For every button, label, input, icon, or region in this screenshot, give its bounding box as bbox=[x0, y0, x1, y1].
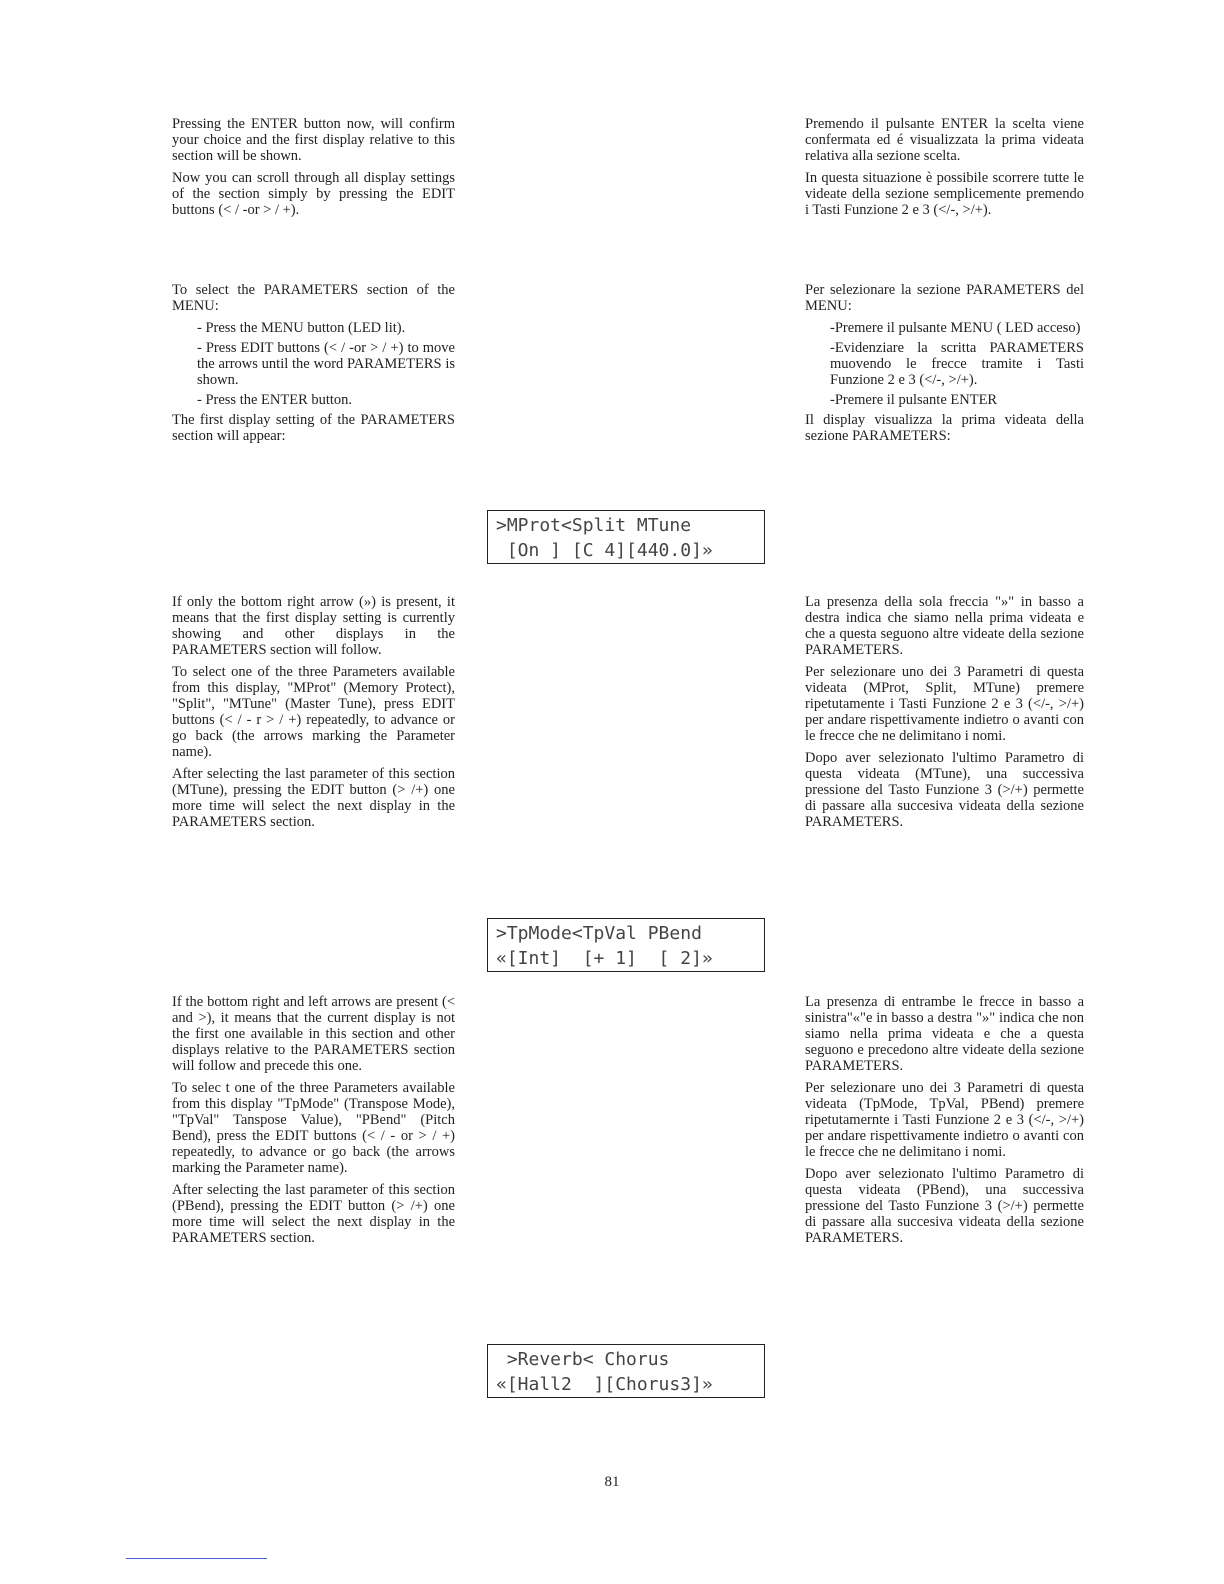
paragraph: In questa situazione è possibile scorrere tutte le videate della sezione semplicemente premendo i Tasti Funzione 2 e 3 (</-, >/+). bbox=[805, 170, 1084, 218]
right-first-display-notes bbox=[805, 594, 1084, 836]
lcd-line-2: «[Hall2 ][Chorus3]» bbox=[496, 1374, 713, 1395]
lcd-display-reverb bbox=[487, 1344, 765, 1398]
paragraph: Now you can scroll through all display settings of the section simply by pressing the EDIT buttons (< / -or > / +). bbox=[172, 170, 455, 218]
step: - Press EDIT buttons (< / -or > / +) to move the arrows until the word PARAMETERS is shown. bbox=[197, 340, 455, 388]
paragraph: La presenza di entrambe le frecce in basso a sinistra"«"e in basso a destra "»" indica che non siamo nella prima videata e che a questa seguono e precedono altre videate della sezione PARAMETERS. bbox=[805, 994, 1084, 1074]
left-middle-display-notes bbox=[172, 994, 455, 1252]
footer-rule bbox=[126, 1558, 267, 1559]
left-first-display-notes bbox=[172, 594, 455, 836]
paragraph: If only the bottom right arrow (») is present, it means that the first display setting is currently showing and other displays in the PARAMETERS section will follow. bbox=[172, 594, 455, 658]
step: -Premere il pulsante ENTER bbox=[830, 392, 998, 408]
left-intro bbox=[172, 116, 455, 224]
paragraph: Pressing the ENTER button now, will confirm your choice and the first display relative to this section will be shown. bbox=[172, 116, 455, 164]
step: -Evidenziare la scritta PARAMETERS muovendo le frecce tramite i Tasti Funzione 2 e 3 (</-, >/+). bbox=[830, 340, 1084, 388]
left-select-parameters bbox=[172, 282, 455, 450]
lcd-line-1: >Reverb< Chorus bbox=[496, 1349, 670, 1370]
step: - Press the MENU button (LED lit). bbox=[197, 320, 406, 336]
paragraph: After selecting the last parameter of this section (MTune), pressing the EDIT button (> /+) one more time will select the next display in the PARAMETERS section. bbox=[172, 766, 455, 830]
paragraph: After selecting the last parameter of this section (PBend), pressing the EDIT button (> /+) one more time will select the next display in the PARAMETERS section. bbox=[172, 1182, 455, 1246]
paragraph: Per selezionare uno dei 3 Parametri di questa videata (MProt, Split, MTune) premere ripetutamente i Tasti Funzione 2 e 3 (</-, >/+) per andare rispettivamente indietro o avanti con le frecce che ne delimitano i nomi. bbox=[805, 664, 1084, 744]
paragraph: Dopo aver selezionato l'ultimo Parametro di questa videata (MTune), una successiva pressione del Tasto Funzione 3 (>/+) permette di passare alla succesiva videata della sezione PARAMETERS. bbox=[805, 750, 1084, 830]
step: - Press the ENTER button. bbox=[197, 392, 353, 408]
page-number: 81 bbox=[604, 1474, 620, 1490]
paragraph: Per selezionare la sezione PARAMETERS del MENU: bbox=[805, 282, 1084, 314]
lcd-display-tpmode bbox=[487, 918, 765, 972]
paragraph: If the bottom right and left arrows are present (< and >), it means that the current display is not the first one available in this section and other displays relative to the PARAMETERS section will follow and precede this one. bbox=[172, 994, 455, 1074]
paragraph: To select the PARAMETERS section of the MENU: bbox=[172, 282, 455, 314]
right-intro bbox=[805, 116, 1084, 224]
lcd-line-2: [On ] [C 4][440.0]» bbox=[496, 540, 713, 561]
paragraph: Premendo il pulsante ENTER la scelta viene confermata ed é visualizzata la prima videata relativa alla sezione scelta. bbox=[805, 116, 1084, 164]
paragraph: Il display visualizza la prima videata della sezione PARAMETERS: bbox=[805, 412, 1084, 444]
lcd-display-mprot bbox=[487, 510, 765, 564]
step: -Premere il pulsante MENU ( LED acceso) bbox=[830, 320, 1081, 336]
paragraph: To selec t one of the three Parameters available from this display "TpMode" (Transpose Mode), "TpVal" Tanspose Value), "PBend" (Pitch Bend), press the EDIT buttons (< / - or > / +) repeatedly, to advance or go back (the arrows marking the Parameter name). bbox=[172, 1080, 455, 1176]
paragraph: Per selezionare uno dei 3 Parametri di questa videata (TpMode, TpVal, PBend) premere ripetutamernte i Tasti Funzione 2 e 3 (</-, >/+) per andare rispettivamente indietro o avanti con le frecce che ne delimitano i nomi. bbox=[805, 1080, 1084, 1160]
paragraph: The first display setting of the PARAMETERS section will appear: bbox=[172, 412, 455, 444]
right-middle-display-notes bbox=[805, 994, 1084, 1252]
lcd-line-1: >TpMode<TpVal PBend bbox=[496, 923, 702, 944]
paragraph: La presenza della sola freccia "»" in basso a destra indica che siamo nella prima videata e che a questa seguono altre videate della sezione PARAMETERS. bbox=[805, 594, 1084, 658]
paragraph: To select one of the three Parameters available from this display, "MProt" (Memory Protect), "Split", "MTune" (Master Tune), press EDIT buttons (< / - r > / +) repeatedly, to advance or go back (the arrows marking the Parameter name). bbox=[172, 664, 455, 760]
lcd-line-2: «[Int] [+ 1] [ 2]» bbox=[496, 948, 713, 969]
lcd-line-1: >MProt<Split MTune bbox=[496, 515, 692, 536]
right-select-parameters bbox=[805, 282, 1084, 450]
paragraph: Dopo aver selezionato l'ultimo Parametro di questa videata (PBend), una successiva pressione del Tasto Funzione 3 (>/+) permette di passare alla succesiva videata della sezione PARAMETERS. bbox=[805, 1166, 1084, 1246]
